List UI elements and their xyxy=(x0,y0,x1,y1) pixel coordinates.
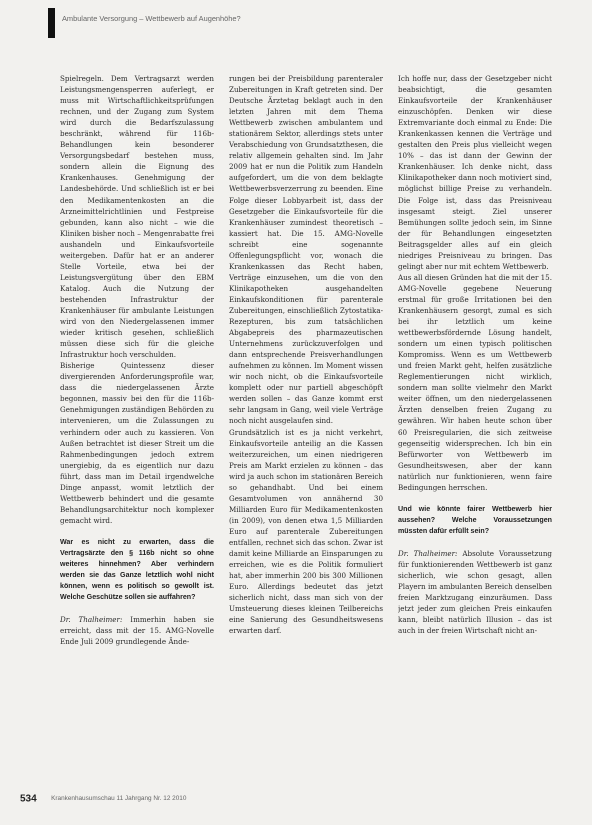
interview-answer xyxy=(60,614,214,647)
interview-question: War es nicht zu erwarten, dass die Vertragsärzte den § 116b nicht so ohne weiteres hinnehmen? Aber verhindern werden sie das Ganze letztlich wohl nicht können, wenn es politisch so gewollt ist. Welche Geschütze sollen sie auffahren? xyxy=(60,537,214,602)
article-body xyxy=(60,73,552,773)
page-footer xyxy=(20,790,552,804)
interview-answer xyxy=(398,548,552,636)
column-1 xyxy=(60,73,214,773)
answer-text: Absolute Voraussetzung für funktionierenden Wettbewerb ist ganz sicherlich, wie schon gesagt, allen Playern im ambulanten Bereich denselben freien Marktzugang einzuräumen. Dass jetzt jeder zum gleichen Preis einkaufen kann, bleibt natürlich Illusion – das ist auch in der freien Wirtschaft nicht an- xyxy=(398,548,552,636)
body-paragraph: rungen bei der Preisbildung parenteraler Zubereitungen in Kraft getreten sind. Der Deutsche Ärztetag beklagt auch in den letzten Jahren mit dem Thema Wettbewerb zwischen ambulantem und stationärem Sektor, allerdings stets unter Verabschiedung von Grundsatzthesen, die relativ allgemein gehalten sind. Im Jahr 2009 hat er nun die Politik zum Handeln aufgefordert, um die von dem beklagte Wettbewerbsverzerrung zu beenden. Eine Folge dieser Lobbyarbeit ist, dass der Gesetzgeber die Einkaufsvorteile für die Krankenhäuser zumindest theoretisch – kassiert hat. Die 15. AMG-Novelle schreibt eine sogenannte Offenlegungspflicht vor, wonach die Krankenkassen das Recht haben, Verträge einzusehen, um die von den Klinikapotheken ausgehandelten Einkaufskonditionen für parenterale Zubereitungen, einschließlich Zytostatika-Rezepturen, bis zum tatsächlichen Abgabepreis des pharmazeutischen Unternehmens zurückzuverfolgen und dann entsprechende Preisverhandlungen aufnehmen zu können. Im Moment wissen wir noch nicht, ob die Einkaufsvorteile komplett oder nur partiell abgeschöpft werden sollen – das Ganze kommt erst sehr langsam in Gang, weil viele Verträge noch nicht ausgelaufen sind. xyxy=(229,74,383,426)
column-2 xyxy=(229,73,383,773)
body-paragraph: Bisherige Quintessenz dieser divergierenden Anforderungsprofile war, dass die niedergelassenen Ärzte begonnen, massiv bei den für die 116b-Genehmigungen zuständigen Behörden zu intervenieren, um die Zulassungen zu verhindern oder auch zu kassieren. Von Außen betrachtet ist dieser Streit um die Rahmenbedingungen jedoch extrem unergiebig, da es eigentlich nur dazu führt, dass man im Detail irgendwelche Dinge anpasst, womit letztlich der Wettbewerb behindert und die gesamte Behandlungsarchitektur noch komplexer gemacht wird. xyxy=(60,361,214,525)
interview-question: Und wie könnte fairer Wettbewerb hier aussehen? Welche Voraussetzungen müssten dafür erfüllt sein? xyxy=(398,504,552,535)
page-number: 534 xyxy=(20,793,37,805)
body-paragraph: Grundsätzlich ist es ja nicht verkehrt, Einkaufsvorteile anteilig an die Kassen weiterzureichen, um einen niedrigeren Preis am Markt erzielen zu können – das wird ja auch schon im stationären Bereich so gehandhabt. Und bei einem Gesamtvolumen von annähernd 30 Milliarden Euro für Medikamentenkosten (in 2009), von denen etwa 1,5 Milliarden Euro auf parenterale Zubereitungen entfallen, rechnet sich das schon. Zwar ist damit keine Milliarde an Einsparungen zu erreichen, wie es die Politik formuliert hat, aber immerhin 200 bis 300 Millionen Euro. Allerdings bedeutet das jetzt sicherlich nicht, dass man sich von der Umsteuerung dieses kleinen Teilbereichs eine Sanierung des Gesundheitswesens erwarten darf. xyxy=(229,427,383,636)
column-3 xyxy=(398,73,552,773)
body-paragraph: Aus all diesen Gründen hat die mit der 15. AMG-Novelle gegebene Neuerung erstmal für große Irritationen bei den Krankenhäusern gesorgt, zumal es sich bei ihr letztlich um keine wettbewerbsfördernde Lösung handelt, sondern um einen typisch politischen Kompromiss. Wenn es um Wettbewerb und freien Markt geht, helfen zusätzliche Reglementierungen nicht wirklich, sondern man sollte vielmehr den Markt weiter öffnen, um den niedergelassenen Ärzten denselben freien Zugang zu gewähren. Wir haben heute schon über 60 Preisregularien, die sich zeitweise gegenseitig widersprechen. Ich bin ein Befürworter von Wettbewerb im Gesundheitswesen, aber der kann natürlich nur funktionieren, wenn faire Bedingungen herrschen. xyxy=(398,272,552,492)
running-head: Ambulante Versorgung – Wettbewerb auf Augenhöhe? xyxy=(62,14,241,23)
section-marker xyxy=(48,8,55,38)
body-paragraph: Ich hoffe nur, dass der Gesetzgeber nicht beabsichtigt, die gesamten Einkaufsvorteile der Krankenhäuser einzuschöpfen. Denken wir diese Extremvariante doch einmal zu Ende: Die Krankenkassen kennen die Verträge und gestalten den Preis plus vielleicht wegen 10% – das ist dann der Gewinn der Krankenhäuser. Ich denke nicht, dass Klinikapotheker dann noch motiviert sind, möglichst billige Preise zu verhandeln. Die Folge ist, dass das Preisniveau insgesamt steigt. Ziel unserer Bemühungen sollte jedoch sein, im Sinne der für Behandlungen eingesetzten Beitragsgelder alles auf ein gleich niedriges Preisniveau zu bringen. Das gelingt aber nur mit echtem Wettbewerb. xyxy=(398,74,552,271)
body-paragraph: Spielregeln. Dem Vertragsarzt werden Leistungsmengensperren auferlegt, er muss mit Wirtschaftlichkeitsprüfungen rechnen, und der Zugang zum System wird durch die Bedarfszulassung beschränkt, während für 116b-Behandlungen kein besonderer Versorgungsbedarf bestehen muss, sondern allein die Eignung des Krankenhauses. Genehmigung der Landesbehörde. Und schließlich ist er bei den Medikamentenkosten an die Arzneimittelrichtlinien und Festpreise gebunden, kann also nicht – wie die Kliniken bisher noch – Mengenrabatte frei aushandeln und Einkaufsvorteile weitergeben. Dafür hat er an anderer Stelle Vorteile, etwa bei der Leistungsvergütung über den EBM Katalog. Auch die Nutzung der bestehenden Infrastruktur der Krankenhäuser für ambulante Leistungen wird von den Niedergelassenen immer wieder kritisch gesehen, schließlich müssen diese sich für die gleiche Infrastruktur hoch verschulden. xyxy=(60,74,214,360)
speaker-name: Dr. Thalheimer: xyxy=(60,615,123,625)
speaker-name: Dr. Thalheimer: xyxy=(398,548,458,558)
publication-info: Krankenhausumschau 11 Jahrgang Nr. 12 2010 xyxy=(51,795,187,803)
answer-text: Immerhin haben sie erreicht, dass mit der 15. AMG-Novelle Ende Juli 2009 grundlegende Ände- xyxy=(60,615,214,647)
